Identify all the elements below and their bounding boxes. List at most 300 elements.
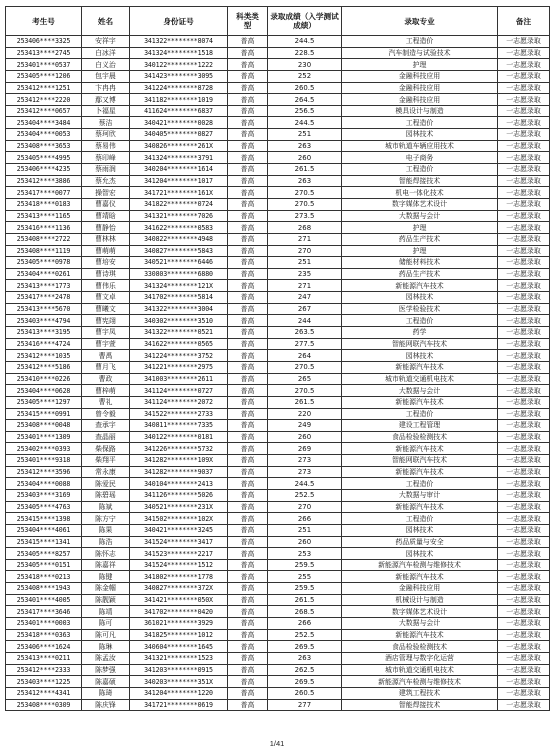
score-cell: 269.5 bbox=[268, 676, 342, 688]
category-cell: 普高 bbox=[228, 105, 268, 117]
table-row bbox=[6, 245, 550, 257]
id-number-cell: 341523********2217 bbox=[130, 548, 228, 560]
id-number-cell: 341124********0727 bbox=[130, 385, 228, 397]
name-cell: 曹林林 bbox=[82, 233, 130, 245]
exam-number-cell: 253405****0978 bbox=[6, 257, 82, 269]
table-row bbox=[6, 431, 550, 443]
exam-number-cell: 253418****0183 bbox=[6, 198, 82, 210]
major-cell: 食品检验检测技术 bbox=[342, 431, 498, 443]
remark-cell: 一志愿录取 bbox=[498, 175, 550, 187]
remark-cell: 一志愿录取 bbox=[498, 536, 550, 548]
major-cell: 园林技术 bbox=[342, 524, 498, 536]
name-cell: 曹宪翊 bbox=[82, 315, 130, 327]
name-cell: 蔡雨润 bbox=[82, 164, 130, 176]
id-number-cell: 340421********3245 bbox=[130, 524, 228, 536]
table-row bbox=[6, 82, 550, 94]
header-category-type: 科类类型 bbox=[228, 7, 268, 36]
category-cell: 普高 bbox=[228, 47, 268, 59]
id-number-cell: 341321********1523 bbox=[130, 652, 228, 664]
category-cell: 普高 bbox=[228, 222, 268, 234]
score-cell: 266 bbox=[268, 513, 342, 525]
name-cell: 卜福星 bbox=[82, 105, 130, 117]
id-number-cell: 341322********0521 bbox=[130, 327, 228, 339]
table-row bbox=[6, 396, 550, 408]
score-cell: 270.5 bbox=[268, 361, 342, 373]
table-row bbox=[6, 455, 550, 467]
table-row bbox=[6, 536, 550, 548]
category-cell: 普高 bbox=[228, 618, 268, 630]
name-cell: 包宇晨 bbox=[82, 70, 130, 82]
exam-number-cell: 253408****0048 bbox=[6, 420, 82, 432]
id-number-cell: 341825********1012 bbox=[130, 629, 228, 641]
major-cell: 新能源汽车技术 bbox=[342, 501, 498, 513]
name-cell: 蔡珂欣 bbox=[82, 129, 130, 141]
category-cell: 普高 bbox=[228, 664, 268, 676]
major-cell: 金融科技应用 bbox=[342, 82, 498, 94]
major-cell: 大数据与会计 bbox=[342, 210, 498, 222]
exam-number-cell: 253401****9318 bbox=[6, 455, 82, 467]
score-cell: 228.5 bbox=[268, 47, 342, 59]
exam-number-cell: 253415****1398 bbox=[6, 513, 82, 525]
table-row bbox=[6, 408, 550, 420]
exam-number-cell: 253412****3596 bbox=[6, 466, 82, 478]
remark-cell: 一志愿录取 bbox=[498, 245, 550, 257]
remark-cell: 一志愿录取 bbox=[498, 82, 550, 94]
exam-number-cell: 253416****1136 bbox=[6, 222, 82, 234]
remark-cell: 一志愿录取 bbox=[498, 47, 550, 59]
category-cell: 普高 bbox=[228, 594, 268, 606]
header-remark: 备注 bbox=[498, 7, 550, 36]
table-row bbox=[6, 489, 550, 501]
name-cell: 蔡洁 bbox=[82, 117, 130, 129]
admission-list-sheet bbox=[5, 6, 549, 711]
score-cell: 244.5 bbox=[268, 36, 342, 48]
major-cell: 园林技术 bbox=[342, 129, 498, 141]
table-row bbox=[6, 140, 550, 152]
major-cell: 大数据与审计 bbox=[342, 489, 498, 501]
score-cell: 270.5 bbox=[268, 187, 342, 199]
category-cell: 普高 bbox=[228, 385, 268, 397]
table-row bbox=[6, 373, 550, 385]
exam-number-cell: 253403****4794 bbox=[6, 315, 82, 327]
header-admission-score: 录取成绩（入学测试成绩） bbox=[268, 7, 342, 36]
id-number-cell: 341721********161X bbox=[130, 187, 228, 199]
exam-number-cell: 253417****0077 bbox=[6, 187, 82, 199]
major-cell: 护理 bbox=[342, 59, 498, 71]
score-cell: 267 bbox=[268, 303, 342, 315]
table-row bbox=[6, 606, 550, 618]
major-cell: 机电一体化技术 bbox=[342, 187, 498, 199]
name-cell: 蔡印峰 bbox=[82, 152, 130, 164]
table-row bbox=[6, 70, 550, 82]
major-cell: 汽车制造与试验技术 bbox=[342, 47, 498, 59]
id-number-cell: 341524********1512 bbox=[130, 559, 228, 571]
exam-number-cell: 253417****2478 bbox=[6, 292, 82, 304]
remark-cell: 一志愿录取 bbox=[498, 152, 550, 164]
id-number-cell: 340822********4948 bbox=[130, 233, 228, 245]
exam-number-cell: 253412****2220 bbox=[6, 94, 82, 106]
major-cell: 城市轨道交通机电技术 bbox=[342, 664, 498, 676]
major-cell: 新能源汽车技术 bbox=[342, 396, 498, 408]
page-indicator: 1/41 bbox=[269, 739, 285, 748]
remark-cell: 一志愿录取 bbox=[498, 443, 550, 455]
major-cell: 新能源汽车技术 bbox=[342, 629, 498, 641]
major-cell: 城市轨道交通机电技术 bbox=[342, 373, 498, 385]
exam-number-cell: 253408****3653 bbox=[6, 140, 82, 152]
remark-cell: 一志愿录取 bbox=[498, 361, 550, 373]
name-cell: 曾令毅 bbox=[82, 408, 130, 420]
id-number-cell: 341282********9037 bbox=[130, 466, 228, 478]
name-cell: 查晶丽 bbox=[82, 431, 130, 443]
remark-cell: 一志愿录取 bbox=[498, 652, 550, 664]
name-cell: 鄢又博 bbox=[82, 94, 130, 106]
remark-cell: 一志愿录取 bbox=[498, 699, 550, 711]
category-cell: 普高 bbox=[228, 606, 268, 618]
remark-cell: 一志愿录取 bbox=[498, 129, 550, 141]
major-cell: 药学 bbox=[342, 327, 498, 339]
score-cell: 255 bbox=[268, 571, 342, 583]
exam-number-cell: 253401****0537 bbox=[6, 59, 82, 71]
category-cell: 普高 bbox=[228, 36, 268, 48]
id-number-cell: 330803********6880 bbox=[130, 268, 228, 280]
score-cell: 260 bbox=[268, 152, 342, 164]
score-cell: 252.5 bbox=[268, 629, 342, 641]
category-cell: 普高 bbox=[228, 466, 268, 478]
category-cell: 普高 bbox=[228, 373, 268, 385]
name-cell: 曹文卓 bbox=[82, 292, 130, 304]
major-cell: 新能源汽车技术 bbox=[342, 361, 498, 373]
id-number-cell: 341124********2072 bbox=[130, 396, 228, 408]
table-row bbox=[6, 350, 550, 362]
table-row bbox=[6, 420, 550, 432]
score-cell: 271 bbox=[268, 233, 342, 245]
category-cell: 普高 bbox=[228, 59, 268, 71]
score-cell: 260 bbox=[268, 431, 342, 443]
category-cell: 普高 bbox=[228, 140, 268, 152]
remark-cell: 一志愿录取 bbox=[498, 373, 550, 385]
remark-cell: 一志愿录取 bbox=[498, 606, 550, 618]
table-row bbox=[6, 315, 550, 327]
major-cell: 酒店管理与数字化运营 bbox=[342, 652, 498, 664]
category-cell: 普高 bbox=[228, 699, 268, 711]
remark-cell: 一志愿录取 bbox=[498, 548, 550, 560]
score-cell: 260.5 bbox=[268, 82, 342, 94]
name-cell: 白义治 bbox=[82, 59, 130, 71]
exam-number-cell: 253412****5186 bbox=[6, 361, 82, 373]
id-number-cell: 340827********5843 bbox=[130, 245, 228, 257]
table-row bbox=[6, 327, 550, 339]
exam-number-cell: 253405****0151 bbox=[6, 559, 82, 571]
remark-cell: 一志愿录取 bbox=[498, 501, 550, 513]
id-number-cell: 340122********1222 bbox=[130, 59, 228, 71]
id-number-cell: 340204********1614 bbox=[130, 164, 228, 176]
score-cell: 270 bbox=[268, 501, 342, 513]
name-cell: 卞冉冉 bbox=[82, 82, 130, 94]
admission-table bbox=[5, 6, 550, 711]
id-number-cell: 341421********050X bbox=[130, 594, 228, 606]
id-number-cell: 341802********1778 bbox=[130, 571, 228, 583]
name-cell: 柴保路 bbox=[82, 443, 130, 455]
category-cell: 普高 bbox=[228, 233, 268, 245]
table-row bbox=[6, 676, 550, 688]
category-cell: 普高 bbox=[228, 129, 268, 141]
category-cell: 普高 bbox=[228, 501, 268, 513]
major-cell: 金融科技应用 bbox=[342, 583, 498, 595]
score-cell: 251 bbox=[268, 524, 342, 536]
exam-number-cell: 253406****1624 bbox=[6, 641, 82, 653]
remark-cell: 一志愿录取 bbox=[498, 618, 550, 630]
exam-number-cell: 253418****0363 bbox=[6, 629, 82, 641]
remark-cell: 一志愿录取 bbox=[498, 396, 550, 408]
id-number-cell: 341321********7026 bbox=[130, 210, 228, 222]
category-cell: 普高 bbox=[228, 280, 268, 292]
exam-number-cell: 253412****1251 bbox=[6, 82, 82, 94]
category-cell: 普高 bbox=[228, 315, 268, 327]
remark-cell: 一志愿录取 bbox=[498, 268, 550, 280]
table-row bbox=[6, 105, 550, 117]
table-row bbox=[6, 594, 550, 606]
category-cell: 普高 bbox=[228, 478, 268, 490]
category-cell: 普高 bbox=[228, 198, 268, 210]
score-cell: 252.5 bbox=[268, 489, 342, 501]
exam-number-cell: 253403****3169 bbox=[6, 489, 82, 501]
exam-number-cell: 253405****1297 bbox=[6, 396, 82, 408]
category-cell: 普高 bbox=[228, 257, 268, 269]
name-cell: 曹月飞 bbox=[82, 361, 130, 373]
score-cell: 273 bbox=[268, 466, 342, 478]
major-cell: 护理 bbox=[342, 222, 498, 234]
score-cell: 269.5 bbox=[268, 641, 342, 653]
name-cell: 曹政 bbox=[82, 373, 130, 385]
category-cell: 普高 bbox=[228, 338, 268, 350]
name-cell: 陈可 bbox=[82, 618, 130, 630]
table-row bbox=[6, 548, 550, 560]
major-cell: 工程造价 bbox=[342, 478, 498, 490]
id-number-cell: 340122********0181 bbox=[130, 431, 228, 443]
name-cell: 陈孟汝 bbox=[82, 652, 130, 664]
name-cell: 陈方宁 bbox=[82, 513, 130, 525]
remark-cell: 一志愿录取 bbox=[498, 641, 550, 653]
exam-number-cell: 253413****2745 bbox=[6, 47, 82, 59]
remark-cell: 一志愿录取 bbox=[498, 350, 550, 362]
table-row bbox=[6, 571, 550, 583]
remark-cell: 一志愿录取 bbox=[498, 59, 550, 71]
exam-number-cell: 253412****0657 bbox=[6, 105, 82, 117]
id-number-cell: 341324********1518 bbox=[130, 47, 228, 59]
category-cell: 普高 bbox=[228, 489, 268, 501]
major-cell: 金融科技应用 bbox=[342, 70, 498, 82]
name-cell: 陈琦 bbox=[82, 687, 130, 699]
id-number-cell: 341702********0420 bbox=[130, 606, 228, 618]
major-cell: 新能源汽车技术 bbox=[342, 571, 498, 583]
category-cell: 普高 bbox=[228, 350, 268, 362]
category-cell: 普高 bbox=[228, 536, 268, 548]
exam-number-cell: 253401****4005 bbox=[6, 594, 82, 606]
name-cell: 陈爱民 bbox=[82, 478, 130, 490]
id-number-cell: 341324********3791 bbox=[130, 152, 228, 164]
name-cell: 曹曦文 bbox=[82, 303, 130, 315]
score-cell: 270.5 bbox=[268, 198, 342, 210]
table-row bbox=[6, 513, 550, 525]
name-cell: 曹宇萱 bbox=[82, 338, 130, 350]
score-cell: 253 bbox=[268, 548, 342, 560]
exam-number-cell: 253406****3325 bbox=[6, 36, 82, 48]
category-cell: 普高 bbox=[228, 164, 268, 176]
id-number-cell: 341204********1017 bbox=[130, 175, 228, 187]
major-cell: 护理 bbox=[342, 245, 498, 257]
table-row bbox=[6, 618, 550, 630]
name-cell: 陈碧瑶 bbox=[82, 489, 130, 501]
id-number-cell: 361021********3929 bbox=[130, 618, 228, 630]
id-number-cell: 341224********3752 bbox=[130, 350, 228, 362]
id-number-cell: 341423********3095 bbox=[130, 70, 228, 82]
id-number-cell: 340604********1645 bbox=[130, 641, 228, 653]
category-cell: 普高 bbox=[228, 396, 268, 408]
remark-cell: 一志愿录取 bbox=[498, 455, 550, 467]
remark-cell: 一志愿录取 bbox=[498, 327, 550, 339]
exam-number-cell: 253405****8257 bbox=[6, 548, 82, 560]
table-row bbox=[6, 59, 550, 71]
header-id-number: 身份证号 bbox=[130, 7, 228, 36]
remark-cell: 一志愿录取 bbox=[498, 187, 550, 199]
major-cell: 模具设计与制造 bbox=[342, 105, 498, 117]
category-cell: 普高 bbox=[228, 513, 268, 525]
remark-cell: 一志愿录取 bbox=[498, 431, 550, 443]
table-row bbox=[6, 36, 550, 48]
score-cell: 259.5 bbox=[268, 583, 342, 595]
exam-number-cell: 253405****4763 bbox=[6, 501, 82, 513]
category-cell: 普高 bbox=[228, 629, 268, 641]
remark-cell: 一志愿录取 bbox=[498, 489, 550, 501]
remark-cell: 一志愿录取 bbox=[498, 385, 550, 397]
score-cell: 263.5 bbox=[268, 327, 342, 339]
score-cell: 273 bbox=[268, 455, 342, 467]
score-cell: 249 bbox=[268, 420, 342, 432]
id-number-cell: 340104********2413 bbox=[130, 478, 228, 490]
major-cell: 数字媒体艺术设计 bbox=[342, 198, 498, 210]
id-number-cell: 341221********2975 bbox=[130, 361, 228, 373]
score-cell: 269 bbox=[268, 443, 342, 455]
category-cell: 普高 bbox=[228, 361, 268, 373]
major-cell: 工程造价 bbox=[342, 164, 498, 176]
name-cell: 陈靖 bbox=[82, 606, 130, 618]
table-row bbox=[6, 152, 550, 164]
exam-number-cell: 253415****0991 bbox=[6, 408, 82, 420]
exam-number-cell: 253404****3484 bbox=[6, 117, 82, 129]
score-cell: 263 bbox=[268, 652, 342, 664]
name-cell: 陈金帼 bbox=[82, 583, 130, 595]
remark-cell: 一志愿录取 bbox=[498, 280, 550, 292]
exam-number-cell: 253413****3195 bbox=[6, 327, 82, 339]
remark-cell: 一志愿录取 bbox=[498, 94, 550, 106]
category-cell: 普高 bbox=[228, 420, 268, 432]
table-row bbox=[6, 629, 550, 641]
major-cell: 工程造价 bbox=[342, 36, 498, 48]
exam-number-cell: 253404****0088 bbox=[6, 478, 82, 490]
category-cell: 普高 bbox=[228, 292, 268, 304]
remark-cell: 一志愿录取 bbox=[498, 687, 550, 699]
score-cell: 270 bbox=[268, 245, 342, 257]
exam-number-cell: 253413****1773 bbox=[6, 280, 82, 292]
name-cell: 柴翔平 bbox=[82, 455, 130, 467]
category-cell: 普高 bbox=[228, 327, 268, 339]
major-cell: 工程造价 bbox=[342, 315, 498, 327]
score-cell: 265 bbox=[268, 373, 342, 385]
category-cell: 普高 bbox=[228, 210, 268, 222]
score-cell: 277 bbox=[268, 699, 342, 711]
id-number-cell: 341524********3417 bbox=[130, 536, 228, 548]
name-cell: 陈嘉硕 bbox=[82, 676, 130, 688]
table-row bbox=[6, 699, 550, 711]
score-cell: 262.5 bbox=[268, 664, 342, 676]
table-row bbox=[6, 524, 550, 536]
major-cell: 工程造价 bbox=[342, 513, 498, 525]
score-cell: 263 bbox=[268, 140, 342, 152]
exam-number-cell: 253417****3646 bbox=[6, 606, 82, 618]
remark-cell: 一志愿录取 bbox=[498, 524, 550, 536]
score-cell: 247 bbox=[268, 292, 342, 304]
remark-cell: 一志愿录取 bbox=[498, 117, 550, 129]
id-number-cell: 341126********5026 bbox=[130, 489, 228, 501]
name-cell: 操智宏 bbox=[82, 187, 130, 199]
name-cell: 安祥宇 bbox=[82, 36, 130, 48]
remark-cell: 一志愿录取 bbox=[498, 315, 550, 327]
name-cell: 曹靖晗 bbox=[82, 210, 130, 222]
exam-number-cell: 253404****0261 bbox=[6, 268, 82, 280]
table-row bbox=[6, 303, 550, 315]
name-cell: 陈嘉祥 bbox=[82, 559, 130, 571]
major-cell: 医学检验技术 bbox=[342, 303, 498, 315]
category-cell: 普高 bbox=[228, 82, 268, 94]
exam-number-cell: 253406****4235 bbox=[6, 164, 82, 176]
id-number-cell: 340811********7335 bbox=[130, 420, 228, 432]
name-cell: 陈庆锋 bbox=[82, 699, 130, 711]
exam-number-cell: 253416****4724 bbox=[6, 338, 82, 350]
name-cell: 陈可凡 bbox=[82, 629, 130, 641]
major-cell: 药品生产技术 bbox=[342, 268, 498, 280]
id-number-cell: 341204********1220 bbox=[130, 687, 228, 699]
table-body bbox=[6, 36, 550, 711]
id-number-cell: 341322********8074 bbox=[130, 36, 228, 48]
id-number-cell: 341702********5814 bbox=[130, 292, 228, 304]
score-cell: 235 bbox=[268, 268, 342, 280]
name-cell: 陈靓颖 bbox=[82, 594, 130, 606]
major-cell: 工程造价 bbox=[342, 117, 498, 129]
category-cell: 普高 bbox=[228, 303, 268, 315]
remark-cell: 一志愿录取 bbox=[498, 664, 550, 676]
name-cell: 曹禹 bbox=[82, 350, 130, 362]
table-header-row bbox=[6, 7, 550, 36]
exam-number-cell: 253401****0003 bbox=[6, 618, 82, 630]
score-cell: 260 bbox=[268, 536, 342, 548]
category-cell: 普高 bbox=[228, 583, 268, 595]
score-cell: 230 bbox=[268, 59, 342, 71]
name-cell: 曹梓萌 bbox=[82, 385, 130, 397]
score-cell: 261.5 bbox=[268, 164, 342, 176]
header-major: 录取专业 bbox=[342, 7, 498, 36]
major-cell: 新能源汽车检测与维修技术 bbox=[342, 559, 498, 571]
major-cell: 数字媒体艺术设计 bbox=[342, 606, 498, 618]
major-cell: 园林技术 bbox=[342, 548, 498, 560]
major-cell: 大数据与会计 bbox=[342, 385, 498, 397]
table-row bbox=[6, 361, 550, 373]
table-row bbox=[6, 175, 550, 187]
major-cell: 新能源汽车技术 bbox=[342, 443, 498, 455]
category-cell: 普高 bbox=[228, 559, 268, 571]
remark-cell: 一志愿录取 bbox=[498, 292, 550, 304]
major-cell: 智能网联汽车技术 bbox=[342, 455, 498, 467]
remark-cell: 一志愿录取 bbox=[498, 303, 550, 315]
